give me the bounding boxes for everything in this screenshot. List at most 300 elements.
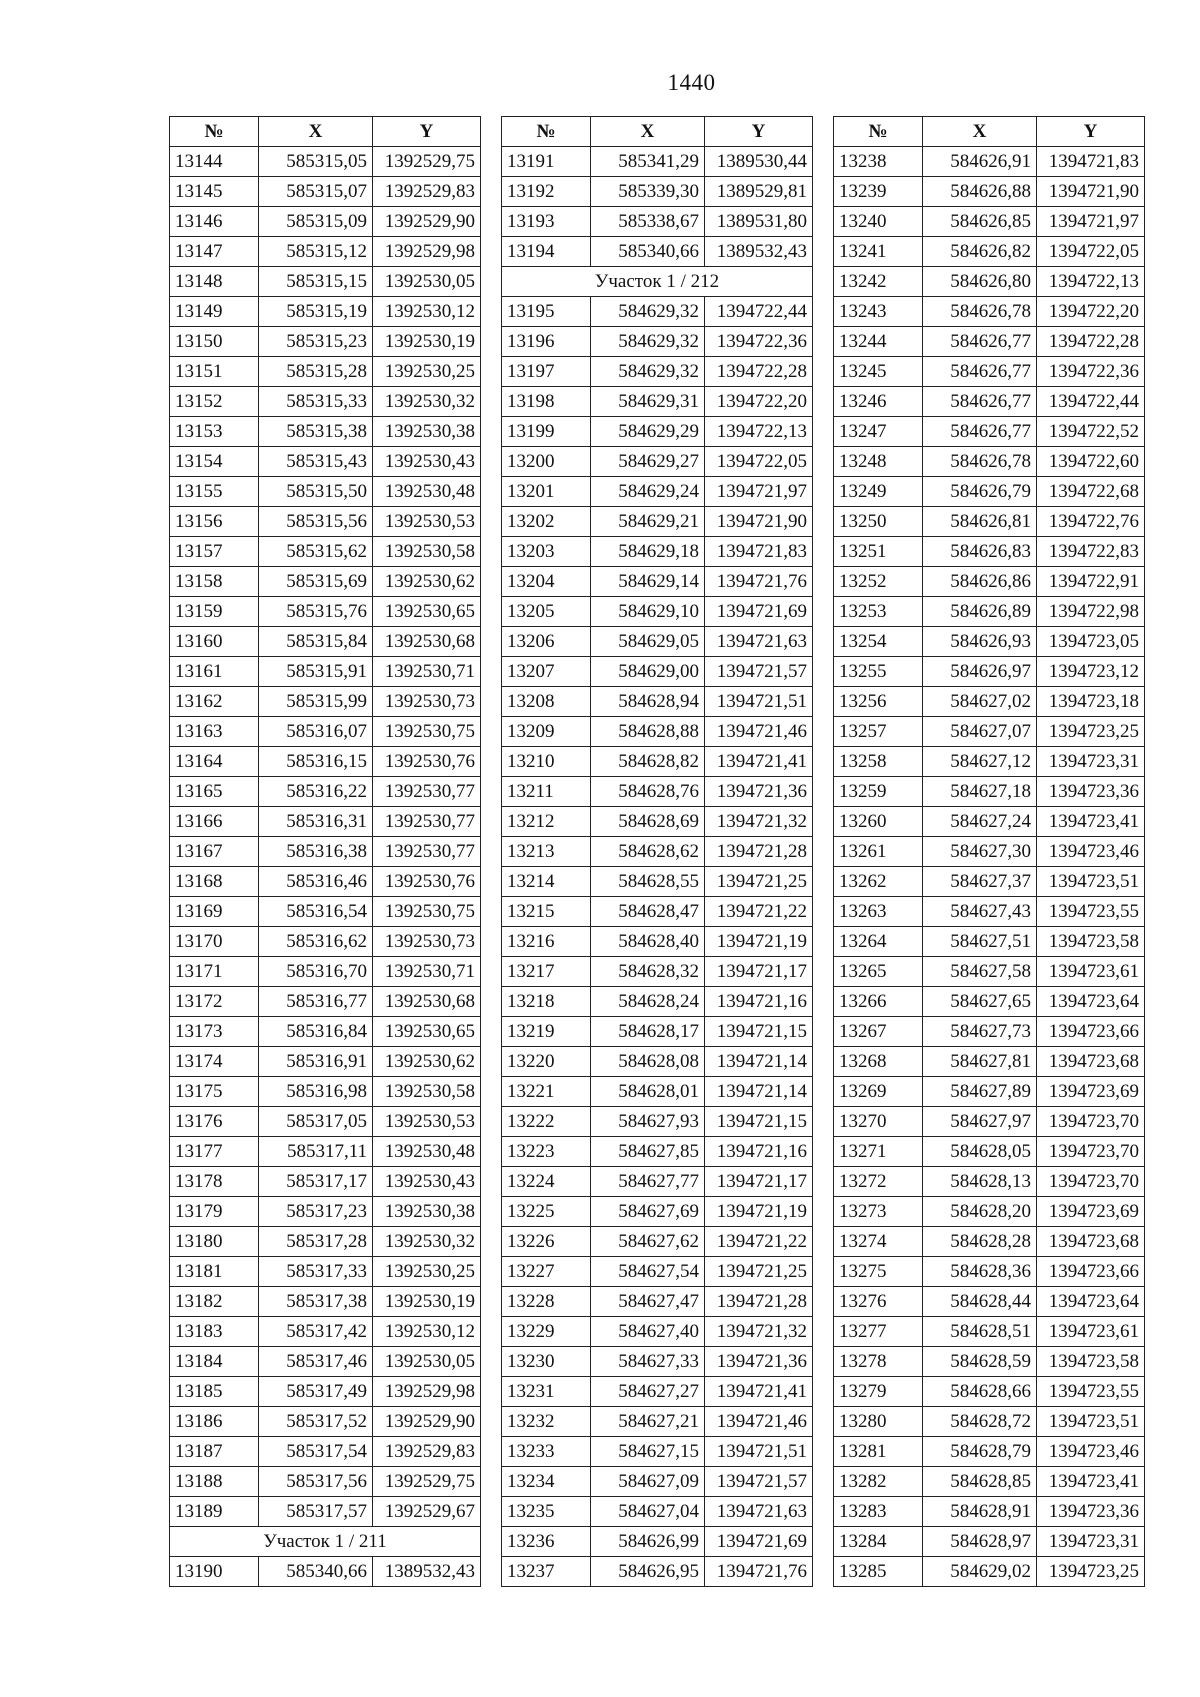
x-coordinate-cell: 584628,08	[591, 1047, 705, 1077]
x-coordinate-cell: 585316,38	[259, 837, 373, 867]
y-coordinate-cell: 1394721,41	[705, 1377, 813, 1407]
point-number-cell: 13277	[834, 1317, 923, 1347]
y-coordinate-cell: 1394721,19	[705, 1197, 813, 1227]
point-number-cell: 13246	[834, 387, 923, 417]
table-row	[834, 1557, 1145, 1587]
y-coordinate-cell: 1392530,12	[373, 1317, 481, 1347]
x-coordinate-cell: 584628,01	[591, 1077, 705, 1107]
y-coordinate-cell: 1394723,31	[1037, 1527, 1145, 1557]
table-row	[834, 1227, 1145, 1257]
point-number-cell: 13254	[834, 627, 923, 657]
table-row	[502, 177, 813, 207]
point-number-cell: 13192	[502, 177, 591, 207]
x-coordinate-cell: 584627,07	[923, 717, 1037, 747]
y-coordinate-cell: 1389532,43	[705, 237, 813, 267]
table-row	[502, 447, 813, 477]
y-coordinate-cell: 1394723,70	[1037, 1107, 1145, 1137]
x-coordinate-cell: 584628,76	[591, 777, 705, 807]
x-coordinate-cell: 585317,17	[259, 1167, 373, 1197]
point-number-cell: 13152	[170, 387, 259, 417]
table-row	[834, 327, 1145, 357]
y-coordinate-cell: 1392530,48	[373, 477, 481, 507]
x-coordinate-cell: 585315,33	[259, 387, 373, 417]
x-coordinate-cell: 584626,88	[923, 177, 1037, 207]
y-coordinate-cell: 1392530,43	[373, 1167, 481, 1197]
table-row	[170, 1497, 481, 1527]
x-coordinate-cell: 584628,94	[591, 687, 705, 717]
y-coordinate-cell: 1394722,52	[1037, 417, 1145, 447]
point-number-cell: 13224	[502, 1167, 591, 1197]
x-coordinate-cell: 585315,69	[259, 567, 373, 597]
section-row	[170, 1527, 481, 1557]
table-row	[502, 687, 813, 717]
y-coordinate-cell: 1394721,90	[1037, 177, 1145, 207]
x-coordinate-cell: 585315,28	[259, 357, 373, 387]
x-coordinate-cell: 584627,27	[591, 1377, 705, 1407]
point-number-cell: 13241	[834, 237, 923, 267]
table-row	[502, 537, 813, 567]
y-coordinate-cell: 1392529,75	[373, 147, 481, 177]
x-coordinate-cell: 584629,02	[923, 1557, 1037, 1587]
table-row	[834, 597, 1145, 627]
table-row	[502, 207, 813, 237]
point-number-cell: 13171	[170, 957, 259, 987]
y-coordinate-cell: 1392529,90	[373, 1407, 481, 1437]
y-coordinate-cell: 1394722,13	[705, 417, 813, 447]
point-number-cell: 13167	[170, 837, 259, 867]
y-coordinate-cell: 1394722,44	[705, 297, 813, 327]
y-coordinate-cell: 1394723,69	[1037, 1197, 1145, 1227]
point-number-cell: 13174	[170, 1047, 259, 1077]
table-row	[834, 147, 1145, 177]
y-coordinate-cell: 1394723,64	[1037, 987, 1145, 1017]
x-coordinate-cell: 584626,79	[923, 477, 1037, 507]
x-coordinate-cell: 585317,52	[259, 1407, 373, 1437]
table-row	[170, 1377, 481, 1407]
point-number-cell: 13198	[502, 387, 591, 417]
y-coordinate-cell: 1394723,68	[1037, 1047, 1145, 1077]
x-coordinate-cell: 584628,47	[591, 897, 705, 927]
table-row	[170, 897, 481, 927]
table-row	[834, 897, 1145, 927]
x-coordinate-cell: 584629,31	[591, 387, 705, 417]
y-coordinate-cell: 1394721,15	[705, 1107, 813, 1137]
table-row	[502, 1107, 813, 1137]
point-number-cell: 13191	[502, 147, 591, 177]
y-coordinate-cell: 1392530,71	[373, 657, 481, 687]
table-row	[834, 1197, 1145, 1227]
y-coordinate-cell: 1394721,83	[705, 537, 813, 567]
x-coordinate-cell: 584626,82	[923, 237, 1037, 267]
point-number-cell: 13236	[502, 1527, 591, 1557]
x-coordinate-cell: 584627,69	[591, 1197, 705, 1227]
table-row	[170, 987, 481, 1017]
x-coordinate-cell: 584627,62	[591, 1227, 705, 1257]
y-coordinate-cell: 1394722,91	[1037, 567, 1145, 597]
table-row	[170, 717, 481, 747]
table-row	[502, 717, 813, 747]
y-coordinate-cell: 1392530,77	[373, 777, 481, 807]
table-row	[834, 1347, 1145, 1377]
y-coordinate-cell: 1392530,62	[373, 1047, 481, 1077]
table-row	[170, 1467, 481, 1497]
point-number-cell: 13168	[170, 867, 259, 897]
point-number-cell: 13266	[834, 987, 923, 1017]
point-number-cell: 13197	[502, 357, 591, 387]
table-row	[502, 1197, 813, 1227]
point-number-cell: 13257	[834, 717, 923, 747]
x-coordinate-cell: 584626,80	[923, 267, 1037, 297]
point-number-cell: 13259	[834, 777, 923, 807]
y-coordinate-cell: 1389529,81	[705, 177, 813, 207]
y-coordinate-cell: 1392530,75	[373, 717, 481, 747]
table-row	[170, 867, 481, 897]
x-coordinate-cell: 584628,13	[923, 1167, 1037, 1197]
x-coordinate-cell: 584629,32	[591, 327, 705, 357]
table-row	[834, 777, 1145, 807]
x-coordinate-cell: 585315,56	[259, 507, 373, 537]
y-coordinate-cell: 1394722,28	[705, 357, 813, 387]
table-row	[834, 1437, 1145, 1467]
y-coordinate-cell: 1392530,38	[373, 1197, 481, 1227]
x-coordinate-cell: 584627,77	[591, 1167, 705, 1197]
table-header-row	[502, 117, 813, 147]
y-coordinate-cell: 1394723,51	[1037, 867, 1145, 897]
table-row	[170, 1407, 481, 1437]
point-number-cell: 13240	[834, 207, 923, 237]
point-number-cell: 13278	[834, 1347, 923, 1377]
point-number-cell: 13238	[834, 147, 923, 177]
x-coordinate-cell: 585317,28	[259, 1227, 373, 1257]
y-coordinate-cell: 1394721,51	[705, 687, 813, 717]
table-row	[502, 1467, 813, 1497]
y-coordinate-cell: 1392530,19	[373, 1287, 481, 1317]
x-coordinate-cell: 585317,46	[259, 1347, 373, 1377]
y-coordinate-cell: 1394721,19	[705, 927, 813, 957]
x-coordinate-cell: 584628,32	[591, 957, 705, 987]
x-coordinate-cell: 584626,89	[923, 597, 1037, 627]
point-number-cell: 13216	[502, 927, 591, 957]
y-coordinate-cell: 1394722,20	[1037, 297, 1145, 327]
point-number-cell: 13285	[834, 1557, 923, 1587]
table-row	[170, 1197, 481, 1227]
y-coordinate-cell: 1392529,98	[373, 1377, 481, 1407]
x-coordinate-cell: 585339,30	[591, 177, 705, 207]
table-row	[834, 717, 1145, 747]
x-coordinate-cell: 585316,70	[259, 957, 373, 987]
y-coordinate-cell: 1394723,58	[1037, 927, 1145, 957]
point-number-cell: 13151	[170, 357, 259, 387]
x-coordinate-cell: 584627,24	[923, 807, 1037, 837]
x-coordinate-cell: 584628,59	[923, 1347, 1037, 1377]
y-coordinate-cell: 1394723,66	[1037, 1257, 1145, 1287]
table-row	[834, 627, 1145, 657]
x-coordinate-cell: 584626,99	[591, 1527, 705, 1557]
table-row	[502, 477, 813, 507]
header-y: Y	[705, 117, 813, 147]
point-number-cell: 13245	[834, 357, 923, 387]
table-row	[834, 1317, 1145, 1347]
point-number-cell: 13232	[502, 1407, 591, 1437]
x-coordinate-cell: 584629,27	[591, 447, 705, 477]
table-row	[170, 1137, 481, 1167]
y-coordinate-cell: 1389532,43	[373, 1557, 481, 1587]
y-coordinate-cell: 1394723,61	[1037, 1317, 1145, 1347]
point-number-cell: 13253	[834, 597, 923, 627]
y-coordinate-cell: 1394723,64	[1037, 1287, 1145, 1317]
x-coordinate-cell: 584628,82	[591, 747, 705, 777]
y-coordinate-cell: 1392530,58	[373, 1077, 481, 1107]
y-coordinate-cell: 1394721,36	[705, 777, 813, 807]
point-number-cell: 13250	[834, 507, 923, 537]
y-coordinate-cell: 1392530,25	[373, 1257, 481, 1287]
y-coordinate-cell: 1394723,36	[1037, 1497, 1145, 1527]
point-number-cell: 13176	[170, 1107, 259, 1137]
x-coordinate-cell: 584627,81	[923, 1047, 1037, 1077]
table-row	[834, 297, 1145, 327]
table-row	[502, 657, 813, 687]
y-coordinate-cell: 1394722,36	[705, 327, 813, 357]
table-row	[834, 1017, 1145, 1047]
table-row	[502, 297, 813, 327]
x-coordinate-cell: 585317,42	[259, 1317, 373, 1347]
y-coordinate-cell: 1394721,32	[705, 1317, 813, 1347]
y-coordinate-cell: 1392530,73	[373, 927, 481, 957]
table-row	[170, 957, 481, 987]
x-coordinate-cell: 584626,78	[923, 297, 1037, 327]
x-coordinate-cell: 585316,22	[259, 777, 373, 807]
x-coordinate-cell: 584626,91	[923, 147, 1037, 177]
x-coordinate-cell: 584627,40	[591, 1317, 705, 1347]
y-coordinate-cell: 1394723,05	[1037, 627, 1145, 657]
table-row	[834, 1137, 1145, 1167]
x-coordinate-cell: 585315,76	[259, 597, 373, 627]
y-coordinate-cell: 1394723,70	[1037, 1137, 1145, 1167]
point-number-cell: 13256	[834, 687, 923, 717]
table-row	[502, 897, 813, 927]
table-row	[834, 447, 1145, 477]
point-number-cell: 13244	[834, 327, 923, 357]
x-coordinate-cell: 584626,77	[923, 387, 1037, 417]
y-coordinate-cell: 1392530,62	[373, 567, 481, 597]
y-coordinate-cell: 1392530,68	[373, 987, 481, 1017]
table-row	[502, 237, 813, 267]
y-coordinate-cell: 1394721,76	[705, 567, 813, 597]
y-coordinate-cell: 1392530,71	[373, 957, 481, 987]
point-number-cell: 13263	[834, 897, 923, 927]
point-number-cell: 13149	[170, 297, 259, 327]
x-coordinate-cell: 585316,15	[259, 747, 373, 777]
table-row	[170, 777, 481, 807]
table-row	[170, 1167, 481, 1197]
point-number-cell: 13183	[170, 1317, 259, 1347]
y-coordinate-cell: 1394723,46	[1037, 1437, 1145, 1467]
table-row	[170, 1107, 481, 1137]
x-coordinate-cell: 585315,12	[259, 237, 373, 267]
table-row	[834, 207, 1145, 237]
x-coordinate-cell: 584628,66	[923, 1377, 1037, 1407]
y-coordinate-cell: 1394721,16	[705, 1137, 813, 1167]
table-row	[170, 627, 481, 657]
point-number-cell: 13227	[502, 1257, 591, 1287]
x-coordinate-cell: 584627,89	[923, 1077, 1037, 1107]
point-number-cell: 13145	[170, 177, 259, 207]
point-number-cell: 13242	[834, 267, 923, 297]
y-coordinate-cell: 1392530,76	[373, 867, 481, 897]
y-coordinate-cell: 1394723,46	[1037, 837, 1145, 867]
table-row	[834, 1287, 1145, 1317]
point-number-cell: 13268	[834, 1047, 923, 1077]
y-coordinate-cell: 1394723,25	[1037, 1557, 1145, 1587]
y-coordinate-cell: 1392530,12	[373, 297, 481, 327]
x-coordinate-cell: 585316,84	[259, 1017, 373, 1047]
x-coordinate-cell: 585317,33	[259, 1257, 373, 1287]
table-row	[834, 237, 1145, 267]
point-number-cell: 13233	[502, 1437, 591, 1467]
header-x: X	[923, 117, 1037, 147]
table-row	[834, 1257, 1145, 1287]
y-coordinate-cell: 1394722,20	[705, 387, 813, 417]
y-coordinate-cell: 1394721,41	[705, 747, 813, 777]
point-number-cell: 13186	[170, 1407, 259, 1437]
x-coordinate-cell: 585340,66	[591, 237, 705, 267]
point-number-cell: 13207	[502, 657, 591, 687]
x-coordinate-cell: 585315,99	[259, 687, 373, 717]
point-number-cell: 13190	[170, 1557, 259, 1587]
header-y: Y	[373, 117, 481, 147]
y-coordinate-cell: 1394722,36	[1037, 357, 1145, 387]
point-number-cell: 13177	[170, 1137, 259, 1167]
point-number-cell: 13169	[170, 897, 259, 927]
x-coordinate-cell: 584627,12	[923, 747, 1037, 777]
x-coordinate-cell: 585315,91	[259, 657, 373, 687]
x-coordinate-cell: 584629,05	[591, 627, 705, 657]
y-coordinate-cell: 1394721,28	[705, 837, 813, 867]
x-coordinate-cell: 585316,91	[259, 1047, 373, 1077]
table-row	[502, 957, 813, 987]
table-row	[502, 837, 813, 867]
point-number-cell: 13270	[834, 1107, 923, 1137]
y-coordinate-cell: 1392529,83	[373, 1437, 481, 1467]
y-coordinate-cell: 1394721,97	[1037, 207, 1145, 237]
table-row	[170, 327, 481, 357]
table-row	[834, 807, 1145, 837]
x-coordinate-cell: 585338,67	[591, 207, 705, 237]
table-row	[170, 1437, 481, 1467]
table-row	[502, 1287, 813, 1317]
x-coordinate-cell: 584626,93	[923, 627, 1037, 657]
table-header-row	[834, 117, 1145, 147]
point-number-cell: 13203	[502, 537, 591, 567]
point-number-cell: 13267	[834, 1017, 923, 1047]
point-number-cell: 13276	[834, 1287, 923, 1317]
y-coordinate-cell: 1394721,14	[705, 1077, 813, 1107]
point-number-cell: 13215	[502, 897, 591, 927]
point-number-cell: 13205	[502, 597, 591, 627]
point-number-cell: 13208	[502, 687, 591, 717]
table-row	[834, 477, 1145, 507]
table-row	[170, 477, 481, 507]
y-coordinate-cell: 1394721,22	[705, 1227, 813, 1257]
y-coordinate-cell: 1392530,77	[373, 837, 481, 867]
table-header-row	[170, 117, 481, 147]
table-row	[502, 597, 813, 627]
point-number-cell: 13202	[502, 507, 591, 537]
y-coordinate-cell: 1394723,55	[1037, 897, 1145, 927]
point-number-cell: 13279	[834, 1377, 923, 1407]
table-row	[834, 387, 1145, 417]
point-number-cell: 13163	[170, 717, 259, 747]
table-row	[170, 267, 481, 297]
table-row	[834, 537, 1145, 567]
table-row	[502, 327, 813, 357]
table-row	[502, 357, 813, 387]
x-coordinate-cell: 584629,32	[591, 357, 705, 387]
table-row	[170, 1257, 481, 1287]
point-number-cell: 13280	[834, 1407, 923, 1437]
x-coordinate-cell: 584627,04	[591, 1497, 705, 1527]
table-row	[502, 1347, 813, 1377]
header-number: №	[834, 117, 923, 147]
point-number-cell: 13181	[170, 1257, 259, 1287]
y-coordinate-cell: 1392530,68	[373, 627, 481, 657]
table-row	[502, 807, 813, 837]
point-number-cell: 13265	[834, 957, 923, 987]
point-number-cell: 13166	[170, 807, 259, 837]
point-number-cell: 13255	[834, 657, 923, 687]
table-row	[170, 927, 481, 957]
x-coordinate-cell: 584628,51	[923, 1317, 1037, 1347]
point-number-cell: 13247	[834, 417, 923, 447]
table-row	[834, 267, 1145, 297]
point-number-cell: 13230	[502, 1347, 591, 1377]
section-label: Участок 1 / 212	[502, 267, 813, 297]
y-coordinate-cell: 1392530,65	[373, 597, 481, 627]
x-coordinate-cell: 584629,21	[591, 507, 705, 537]
table-row	[502, 1557, 813, 1587]
table-row	[170, 1347, 481, 1377]
x-coordinate-cell: 585340,66	[259, 1557, 373, 1587]
table-row	[170, 837, 481, 867]
y-coordinate-cell: 1394721,46	[705, 1407, 813, 1437]
y-coordinate-cell: 1392530,43	[373, 447, 481, 477]
y-coordinate-cell: 1392529,75	[373, 1467, 481, 1497]
x-coordinate-cell: 585316,07	[259, 717, 373, 747]
y-coordinate-cell: 1394721,25	[705, 1257, 813, 1287]
point-number-cell: 13157	[170, 537, 259, 567]
point-number-cell: 13281	[834, 1437, 923, 1467]
x-coordinate-cell: 585315,23	[259, 327, 373, 357]
table-row	[502, 777, 813, 807]
x-coordinate-cell: 584626,95	[591, 1557, 705, 1587]
x-coordinate-cell: 584628,62	[591, 837, 705, 867]
point-number-cell: 13248	[834, 447, 923, 477]
table-row	[834, 177, 1145, 207]
table-row	[170, 1557, 481, 1587]
x-coordinate-cell: 584629,29	[591, 417, 705, 447]
point-number-cell: 13271	[834, 1137, 923, 1167]
point-number-cell: 13252	[834, 567, 923, 597]
x-coordinate-cell: 584629,18	[591, 537, 705, 567]
point-number-cell: 13188	[170, 1467, 259, 1497]
table-row	[170, 1287, 481, 1317]
point-number-cell: 13184	[170, 1347, 259, 1377]
point-number-cell: 13194	[502, 237, 591, 267]
y-coordinate-cell: 1392530,77	[373, 807, 481, 837]
point-number-cell: 13218	[502, 987, 591, 1017]
point-number-cell: 13222	[502, 1107, 591, 1137]
table-row	[834, 1377, 1145, 1407]
